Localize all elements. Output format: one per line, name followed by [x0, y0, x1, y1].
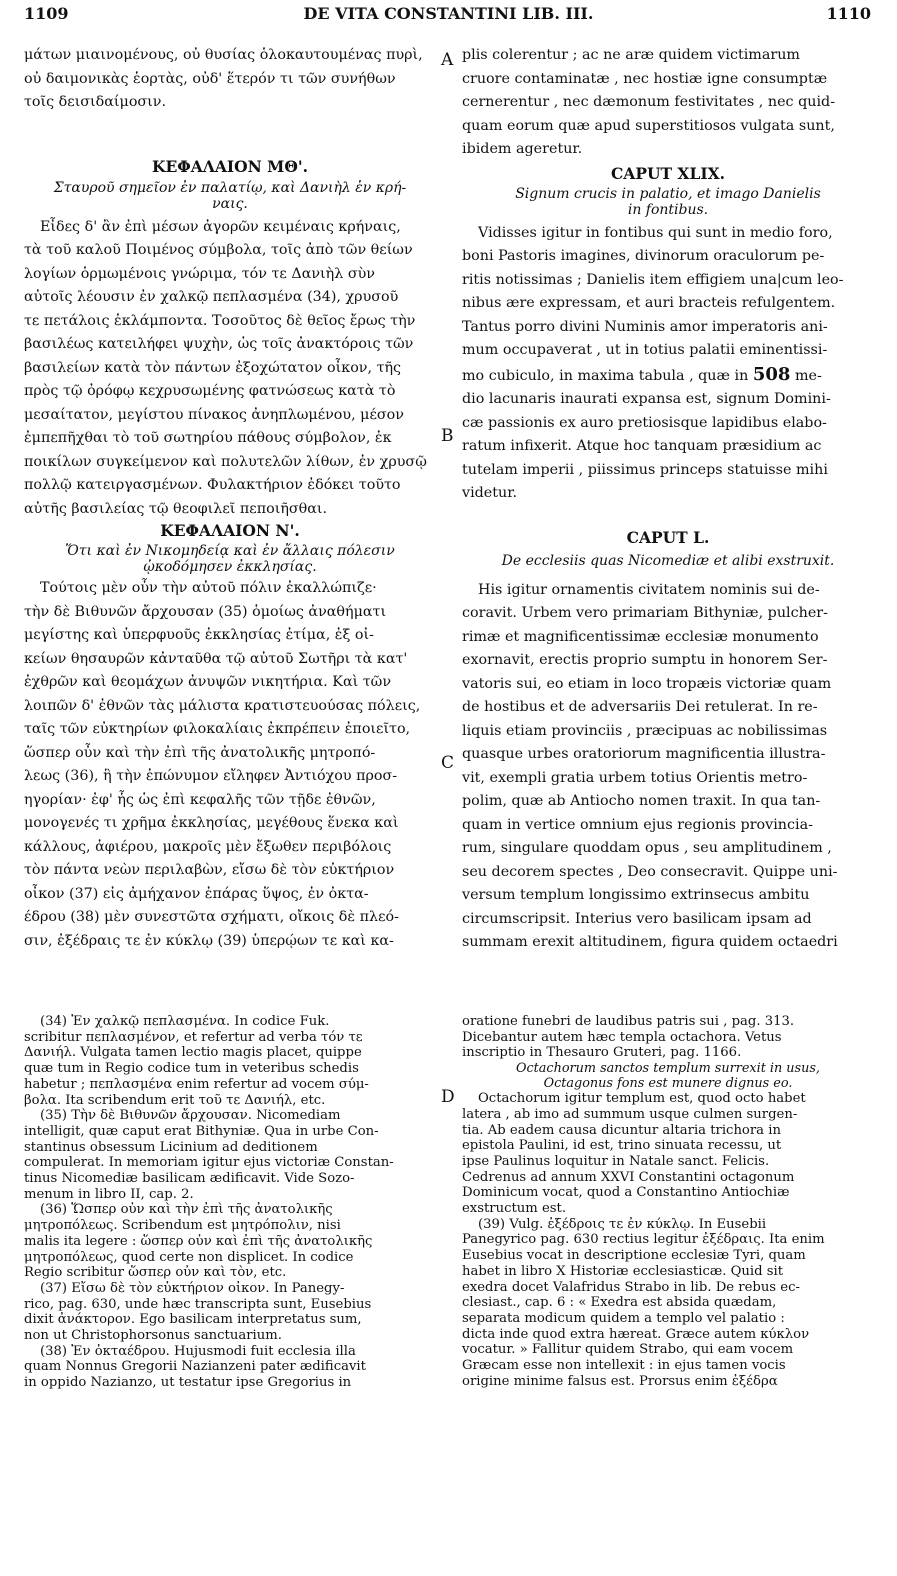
footnote-line: (38) Ἐν ὀκταέδρου. Hujusmodi fuit ecclesia illa: [40, 1343, 356, 1359]
text-line: cernerentur , nec dæmonum festivitates , nec quid-: [462, 94, 836, 110]
text-line: βασιλέως κατειλήφει ψυχὴν, ὡς τοῖς ἀνακτόροις τῶν: [24, 336, 414, 352]
greek-chapter-body-49: [24, 216, 436, 522]
footnote-line: Octachorum igitur templum est, quod octo habet: [478, 1091, 806, 1107]
verse-line: Octagonus fons est munere dignus eo.: [543, 1076, 793, 1092]
footnote-line: scribitur πεπλασμένον, et refertur ad verba τόν τε: [24, 1029, 363, 1045]
footnote-line: clesiast., cap. 6 : « Exedra est absida quædam,: [462, 1295, 777, 1311]
text-line: de hostibus et de adversariis Dei retulerat. In re-: [462, 699, 818, 715]
line-segment: mo cubiculo, in maxima tabula , quæ in: [462, 367, 749, 384]
text-line: ὥσπερ οὖν καὶ τὴν ἐπὶ τῆς ἀνατολικῆς μητροπό-: [24, 744, 376, 761]
text-line: λογίων ὁρμωμένοις γνώριμα, τόν τε Δανιὴλ σὺν: [24, 265, 375, 282]
text-line: rum, singulare quoddam opus , seu amplitudinem ,: [462, 840, 832, 856]
subtitle-line: Signum crucis in palatio, et imago Danielis: [515, 185, 821, 202]
subtitle-line: Ὅτι καὶ ἐν Νικομηδείᾳ καὶ ἐν ἄλλαις πόλεσιν: [65, 543, 395, 559]
text-line: βασιλείων κατὰ τὸν πάντων ἐξοχώτατον οἶκον, τῆς: [24, 359, 402, 376]
subtitle-line: Σταυροῦ σημεῖον ἐν παλατίῳ, καὶ Δανιὴλ ἐν κρή-: [53, 179, 407, 196]
text-line: μεγίστης καὶ ὑπερφυοῦς ἐκκλησίας ἐτίμα, ἐξ οἰ-: [24, 627, 374, 643]
latin-chapter-subtitle-50: De ecclesiis quas Nicomediæ et alibi exstruxit.: [501, 552, 835, 569]
text-line: ηγορίαν· ἐφ' ἧς ὡς ἐπὶ κεφαλῆς τῶν τῇδε ἐθνῶν,: [24, 791, 376, 808]
text-line: τὸν πάντα νεὼν περιλαβὼν, εἴσω δὲ τὸν εὐκτήριον: [24, 862, 395, 878]
footnote-line: Dominicum vocat, quod a Constantino Antiochiæ: [462, 1185, 790, 1201]
text-line: πρὸς τῷ ὀρόφῳ κεχρυσωμένης φατνώσεως κατὰ τὸ: [24, 383, 396, 399]
text-line: seu decorem spectes , Deo consecravit. Quippe uni-: [462, 863, 838, 880]
text-line: τὴν δὲ Βιθυνῶν ἄρχουσαν (35) ὁμοίως ἀναθήματι: [24, 603, 387, 620]
text-line: rimæ et magnificentissimæ ecclesiæ monumento: [462, 628, 819, 645]
footnote-line: Δανιήλ. Vulgata tamen lectio magis placet, quippe: [24, 1045, 362, 1061]
footnote-line: ipse Paulinus loquitur in Natale sanct. Felicis.: [462, 1153, 770, 1169]
footnote-line: malis ita legere : ὥσπερ οὖν καὶ ἐπὶ τῆς ἀνατολικῆς: [24, 1233, 373, 1249]
text-line: μεσαίτατον, μεγίστου πίνακος ἀνηπλωμένου, μέσον: [24, 406, 404, 423]
footnotes-right: [462, 1014, 874, 1389]
text-line: ποικίλων συγκείμενον καὶ πολυτελῶν λίθων, ἐν χρυσῷ: [24, 453, 427, 470]
footnote-line: latera , ab imo ad summum usque culmen surgen-: [462, 1106, 798, 1122]
footnote-line: exedra docet Valafridus Strabo in lib. De rebus ec-: [462, 1279, 800, 1295]
page-number-left: 1109: [24, 4, 69, 23]
margin-marker-d: D: [441, 1087, 455, 1107]
footnote-line: separata modicum quidem a templo vel palatio :: [462, 1310, 785, 1326]
greek-intro: [24, 44, 436, 115]
footnote-line: quam Nonnus Gregorii Nazianzeni pater ædificavit: [24, 1359, 366, 1375]
text-line: tutelam imperii , piissimus princeps statuisse mihi: [462, 461, 828, 478]
text-line: cæ passionis ex auro pretiosisque lapidibus elabo-: [462, 414, 827, 431]
text-line: κάλλους, ἀφιέρου, μακροῖς μὲν ἔξωθεν περιβόλοις: [24, 838, 392, 855]
text-line: quam eorum quæ apud superstitiosos vulgata sunt,: [462, 117, 835, 134]
footnote-line: Cedrenus ad annum XXVI Constantini octagonum: [462, 1169, 795, 1185]
text-line: versum templum longissimo extrinsecus ambitu: [462, 887, 810, 903]
greek-chapter-subtitle-50: [24, 543, 436, 575]
text-line: κείων θησαυρῶν κἀνταῦθα τῷ αὐτοῦ Σωτῆρι τὰ κατ': [24, 650, 408, 667]
text-line: λεως (36), ἣ τὴν ἐπώνυμον εἴληφεν Ἀντιόχου προσ-: [24, 768, 398, 784]
text-line: ibidem ageretur.: [462, 141, 583, 157]
margin-marker-c: C: [441, 753, 455, 773]
footnote-line: tia. Ab eadem causa dicuntur altaria trichora in: [462, 1122, 781, 1138]
text-line: circumscripsit. Interius vero basilicam ipsam ad: [462, 910, 812, 927]
footnote-line: non ut Christophorsonus sanctuarium.: [24, 1328, 282, 1344]
page-number-right: 1110: [826, 4, 871, 23]
text-line: His igitur ornamentis civitatem nominis sui de-: [478, 581, 820, 598]
greek-chapter-heading-50: ΚΕΦΑΛΑΙΟΝ Ν'.: [160, 521, 300, 540]
text-line: coravit. Urbem vero primariam Bithyniæ, pulcher-: [462, 605, 828, 621]
text-line: liquis etiam provinciis , præcipuas ac nobilissimas: [462, 722, 828, 739]
subtitle-line: ναις.: [212, 195, 248, 212]
greek-column: [24, 44, 436, 953]
text-line: [462, 363, 874, 389]
footnote-line: Panegyrico pag. 630 rectius legitur ἐξέδραις. Ita enim: [462, 1232, 825, 1248]
text-line: exornavit, erectis proprio sumptu in honorem Ser-: [462, 652, 828, 668]
latin-chapter-body-50: [462, 579, 874, 955]
footnote-line: origine minime falsus est. Prorsus enim ἐξέδρα: [462, 1373, 778, 1389]
text-line: vatoris sui, eo etiam in loco tropæis victoriæ quam: [462, 675, 832, 692]
text-line: λοιπῶν δ' ἐθνῶν τὰς μάλιστα κρατιστευούσας πόλεις,: [24, 697, 421, 714]
text-line: quasque urbes oratoriorum magnificentia illustra-: [462, 746, 826, 762]
text-line: Εἶδες δ' ἂν ἐπὶ μέσων ἀγορῶν κειμέναις κρήναις,: [40, 218, 401, 235]
text-line: τοῖς δεισιδαίμοσιν.: [24, 94, 167, 110]
footnotes-left: [24, 1014, 436, 1391]
footnote-line: Eusebius vocat in descriptione ecclesiæ Tyri, quam: [462, 1248, 806, 1264]
text-line: ratum infixerit. Atque hoc tanquam præsidium ac: [462, 438, 822, 454]
footnote-line: habetur ; πεπλασμένα enim refertur ad vocem σύμ-: [24, 1076, 369, 1092]
footnote-line: inscriptio in Thesauro Gruteri, pag. 1166.: [462, 1045, 742, 1061]
verse-line: Octachorum sanctos templum surrexit in usus,: [516, 1061, 820, 1077]
subtitle-line: in fontibus.: [627, 201, 709, 218]
text-line: polim, quæ ab Antiocho nomen traxit. In qua tan-: [462, 793, 821, 809]
text-line: quam in vertice omnium ejus regionis provincia-: [462, 816, 813, 833]
text-line: dio lacunaris inaurati expansa est, signum Domini-: [462, 391, 831, 407]
footnote-line: Græcam esse non intellexit : in ejus tamen vocis: [462, 1358, 786, 1374]
footnote-line: βολα. Ita scribendum erit τοῦ τε Δανιήλ, etc.: [24, 1092, 326, 1108]
footnote-line: (35) Τὴν δὲ Βιθυνῶν ἄρχουσαν. Nicomediam: [40, 1108, 341, 1124]
text-line: boni Pastoris imagines, divinorum oraculorum pe-: [462, 248, 825, 264]
text-line: videtur.: [462, 485, 518, 501]
footnote-line: menum in libro II, cap. 2.: [24, 1186, 194, 1202]
text-line: Tantus porro divini Numinis amor imperatoris ani-: [462, 318, 828, 335]
text-line: τὰ τοῦ καλοῦ Ποιμένος σύμβολα, τοῖς ἀπὸ τῶν θείων: [24, 242, 413, 258]
footnote-line: in oppido Nazianzo, ut testatur ipse Gregorius in: [24, 1375, 352, 1391]
text-line: αὐτοῖς λέουσιν ἐν χαλκῷ πεπλασμένα (34), χρυσοῦ: [24, 289, 399, 305]
footnote-line: rico, pag. 630, unde hæc transcripta sunt, Eusebius: [24, 1296, 372, 1312]
text-line: mum occupaverat , ut in totius palatii eminentissi-: [462, 342, 828, 358]
column-number-marker: 508: [752, 363, 791, 385]
text-line: vit, exempli gratia urbem totius Orientis metro-: [462, 769, 808, 786]
text-line: summam erexit altitudinem, figura quidem octaedri: [462, 934, 838, 950]
margin-marker-a: A: [441, 50, 454, 70]
running-title: DE VITA CONSTANTINI LIB. III.: [303, 4, 594, 23]
footnote-line: quæ tum in Regio codice tum in veteribus schedis: [24, 1061, 359, 1077]
text-line: ritis notissimas ; Danielis item effigiem una|cum leo-: [462, 271, 844, 288]
footnote-line: (34) Ἐν χαλκῷ πεπλασμένα. In codice Fuk.: [40, 1014, 330, 1029]
text-line: Τούτοις μὲν οὖν τὴν αὐτοῦ πόλιν ἐκαλλώπιζε·: [40, 580, 377, 596]
greek-chapter-subtitle-49: [24, 180, 436, 212]
footnote-line: tinus Nicomediæ basilicam ædificavit. Vide Sozo-: [24, 1171, 355, 1187]
footnote-line: habet in libro X Historiæ ecclesiasticæ. Quid sit: [462, 1263, 784, 1279]
footnote-line: exstructum est.: [462, 1201, 567, 1217]
latin-chapter-heading-50: CAPUT L.: [626, 527, 710, 547]
greek-chapter-body-50: [24, 577, 436, 953]
footnote-line: stantinus obsessum Licinium ad deditionem: [24, 1139, 318, 1155]
text-line: nibus ære expressam, et auri bracteis refulgentem.: [462, 295, 836, 311]
footnote-line: (39) Vulg. ἐξέδροις τε ἐν κύκλῳ. In Eusebii: [478, 1216, 767, 1232]
latin-intro: [462, 44, 874, 162]
footnote-line: dicta inde quod extra hæreat. Græce autem κύκλον: [462, 1326, 810, 1342]
footnote-line: (37) Εἴσω δὲ τὸν εὐκτήριον οἶκον. In Panegy-: [40, 1280, 345, 1296]
footnote-line: Regio scribitur ὥσπερ οὖν καὶ τὸν, etc.: [24, 1265, 287, 1281]
text-line: Vidisses igitur in fontibus qui sunt in medio foro,: [478, 224, 833, 241]
footnote-line: vocatur. » Fallitur quidem Strabo, qui eam vocem: [462, 1342, 794, 1358]
footnote-line: μητροπόλεως, quod certe non displicet. In codice: [24, 1249, 354, 1265]
footnote-line: oratione funebri de laudibus patris sui , pag. 313.: [462, 1014, 795, 1029]
subtitle-line: ᾠκοδόμησεν ἐκκλησίας.: [143, 559, 317, 575]
text-line: ταῖς τῶν εὐκτηρίων φιλοκαλίαις ἐκπρέπειν ἐποιεῖτο,: [24, 721, 411, 737]
footnote-line: (36) Ὥσπερ οὖν καὶ τὴν ἐπὶ τῆς ἀνατολικῆς: [40, 1202, 333, 1218]
latin-chapter-subtitle-49: [462, 186, 874, 218]
text-line: οἶκον (37) εἰς ἀμήχανον ἐπάρας ὕψος, ἐν ὀκτα-: [24, 885, 369, 902]
footnote-line: dixit ἀνάκτορον. Ego basilicam interpretatus sum,: [24, 1312, 362, 1328]
margin-marker-b: B: [441, 426, 454, 446]
text-line: αὐτῆς βασιλείας τῷ θεοφιλεῖ πεποιῆσθαι.: [24, 500, 328, 517]
text-line: τε πετάλοις ἐκλάμποντα. Τοσοῦτος δὲ θεῖος ἔρως τὴν: [24, 312, 416, 329]
latin-chapter-heading-49: CAPUT XLIX.: [610, 163, 726, 183]
footnote-line: intelligit, quæ caput erat Bithyniæ. Qua in urbe Con-: [24, 1123, 379, 1139]
latin-chapter-body-49: [462, 222, 874, 506]
footnote-line: Dicebantur autem hæc templa octachora. Vetus: [462, 1029, 782, 1045]
footnote-line: compulerat. In memoriam igitur ejus victoriæ Constan-: [24, 1155, 394, 1171]
text-line: ἐχθρῶν καὶ θεομάχων ἀνυψῶν νικητήρια. Καὶ τῶν: [24, 674, 392, 690]
text-line: μάτων μιαινομένους, οὐ θυσίας ὁλοκαυτουμένας πυρὶ,: [24, 47, 423, 63]
text-line: οὐ δαιμονικὰς ἑορτὰς, οὐδ' ἕτερόν τι τῶν συνήθων: [24, 70, 396, 87]
text-line: έδρου (38) μὲν συνεστῶτα σχήματι, οἴκοις δὲ πλεό-: [24, 909, 399, 925]
text-line: μονογενές τι χρῆμα ἐκκλησίας, μεγέθους ἕνεκα καὶ: [24, 815, 399, 831]
text-line: σιν, ἐξέδραις τε ἐν κύκλῳ (39) ὑπερῴων τε καὶ κα-: [24, 932, 394, 949]
line-segment: me-: [794, 367, 822, 384]
text-line: πολλῷ κατειργασμένων. Φυλακτήριον ἐδόκει τοῦτο: [24, 477, 401, 493]
greek-chapter-heading-49: ΚΕΦΑΛΑΙΟΝ ΜΘ'.: [152, 156, 308, 176]
footnote-line: epistola Paulini, id est, trino sinuata recessu, ut: [462, 1138, 782, 1154]
footnote-line: μητροπόλεως. Scribendum est μητρόπολιν, nisi: [24, 1218, 341, 1234]
text-line: plis colerentur ; ac ne aræ quidem victimarum: [462, 47, 800, 63]
text-line: ἐμπεπῆχθαι τὸ τοῦ σωτηρίου πάθους σύμβολον, ἐκ: [24, 430, 392, 446]
latin-column: [462, 44, 874, 955]
text-line: cruore contaminatæ , nec hostiæ igne consumptæ: [462, 70, 828, 87]
